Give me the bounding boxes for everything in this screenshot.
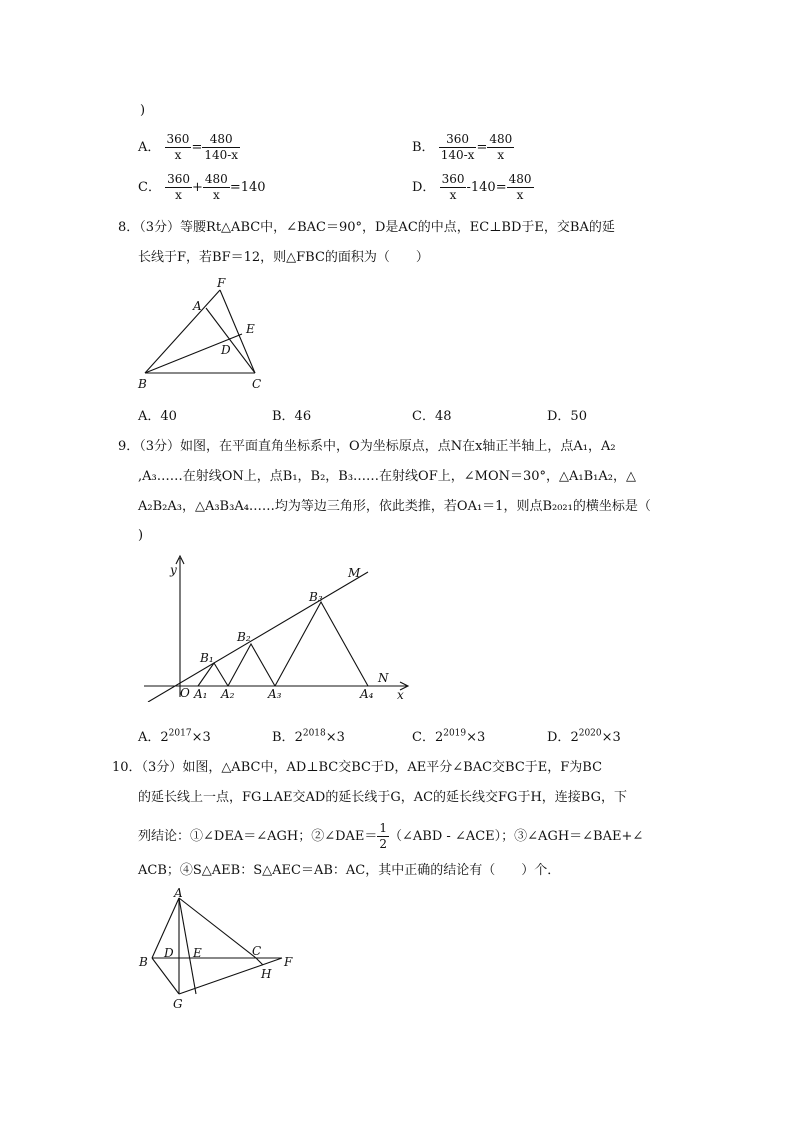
segment-ch: [256, 958, 263, 965]
label-g: G: [173, 997, 183, 1011]
label-f: F: [284, 955, 293, 969]
label-a4: A₄: [360, 687, 374, 701]
q9-option-a[interactable]: A．$2^{2017}\times 3$: [138, 728, 211, 745]
label-e: E: [246, 322, 255, 336]
q7-option-d[interactable]: D． $\frac{360}{x}$ -140= $\frac{480}{x}$: [412, 172, 532, 202]
q9-option-d[interactable]: D．$2^{2020}\times 3$: [547, 728, 621, 745]
label-a: A: [174, 886, 183, 900]
triangle-1: [198, 663, 228, 686]
q9-stem-line-2: ,A₃……在射线ON上，点B₁，B₂，B₃……在射线OF上，∠MON＝30°，△A₁B₁A₂，△: [138, 469, 636, 484]
q9-figure: [138, 552, 418, 702]
label-h: H: [261, 967, 272, 981]
q8-stem-line-2: 长线于F，若BF＝12，则△FBC的面积为（ ）: [138, 250, 429, 265]
q10-stem-line-4: ACB；④S△AEB：S△AEC＝AB：AC，其中正确的结论有（ ）个．: [138, 863, 561, 878]
label-f: F: [217, 276, 226, 290]
label-c: C: [252, 377, 262, 391]
segment-bg: [152, 958, 179, 994]
q8-option-d[interactable]: D．50: [547, 409, 587, 424]
q8-option-b[interactable]: B．46: [272, 409, 312, 424]
q7-option-a[interactable]: A． $\frac{360}{x}$ = $\frac{480}{140-x}$: [138, 132, 239, 162]
segment-ac: [179, 898, 256, 958]
q10-stem-line-1: 10．（3分）如图，△ABC中，AD⊥BC交BC于D，AE平分∠BAC交BC于E，F为BC: [112, 760, 603, 775]
q7-option-b[interactable]: B． $\frac{360}{140-x}$ = $\frac{480}{x}$: [412, 132, 513, 162]
triangle-3: [275, 602, 368, 686]
fraction: $\frac{360}{x}$: [167, 172, 190, 202]
fraction: $\frac{480}{x}$: [489, 132, 513, 162]
label-b: B: [138, 377, 147, 391]
q8-stem-line-1: 8．（3分）等腰Rt△ABC中，∠BAC＝90°，D是AC的中点，EC⊥BD于E，交BA的延: [118, 220, 615, 235]
q10-stem-line-2: 的延长线上一点，FG⊥AE交AD的延长线于G，AC的延长线交FG于H，连接BG，下: [138, 790, 627, 805]
q9-option-c[interactable]: C．$2^{2019}\times 3$: [412, 728, 486, 745]
fraction: $\frac{360}{x}$: [166, 132, 190, 162]
fraction: $\frac{480}{140-x}$: [204, 132, 239, 162]
q9-option-b[interactable]: B．$2^{2018}\times 3$: [272, 728, 345, 745]
label-a3: A₃: [268, 687, 282, 701]
ray-om: [148, 572, 368, 702]
q8-option-c[interactable]: C．48: [412, 409, 452, 424]
label-d: D: [164, 946, 174, 960]
fraction: $\frac{480}{x}$: [204, 172, 228, 202]
q10-stem-line-3: 列结论：①∠DEA＝∠AGH；②∠DAE＝ $\frac{1}{2}$ （∠ABD - ∠ACE）；③∠AGH＝∠BAE+∠: [138, 821, 644, 851]
fraction: $\frac{480}{x}$: [508, 172, 532, 202]
label-c: C: [252, 944, 262, 958]
label-b2: B₂: [237, 630, 251, 644]
fraction: $\frac{1}{2}$: [379, 821, 388, 851]
label-b1: B₁: [200, 651, 214, 665]
label-o: O: [180, 686, 190, 700]
q9-stem-line-1: 9．（3分）如图，在平面直角坐标系中，O为坐标原点，点N在x轴正半轴上，点A₁，A₂: [118, 439, 616, 454]
label-m: M: [348, 566, 361, 580]
fraction: $\frac{360}{x}$: [441, 172, 465, 202]
label-a1: A₁: [194, 687, 208, 701]
fraction: $\frac{360}{140-x}$: [440, 132, 475, 162]
segment-ac: [206, 308, 255, 373]
segment-bf: [145, 290, 220, 373]
label-b3: B₃: [309, 590, 323, 604]
label-x: x: [397, 688, 404, 702]
q7-option-c[interactable]: C． $\frac{360}{x}$ + $\frac{480}{x}$ =140: [138, 172, 266, 202]
label-n: N: [378, 671, 389, 685]
label-b: B: [139, 955, 148, 969]
label-d: D: [221, 343, 231, 357]
label-a: A: [193, 299, 202, 313]
q10-figure: [134, 886, 304, 1014]
q9-stem-line-4: ): [138, 528, 144, 543]
label-a2: A₂: [221, 687, 235, 701]
q7-tail: ): [140, 103, 146, 118]
label-y: y: [170, 563, 177, 577]
q9-stem-line-3: A₂B₂A₃，△A₃B₃A₄……均为等边三角形，依此类推，若OA₁＝1，则点B₂₀₂₁的横坐标是（: [138, 499, 651, 514]
q8-option-a[interactable]: A．40: [138, 409, 177, 424]
q8-figure: [130, 276, 280, 394]
label-e: E: [193, 946, 202, 960]
